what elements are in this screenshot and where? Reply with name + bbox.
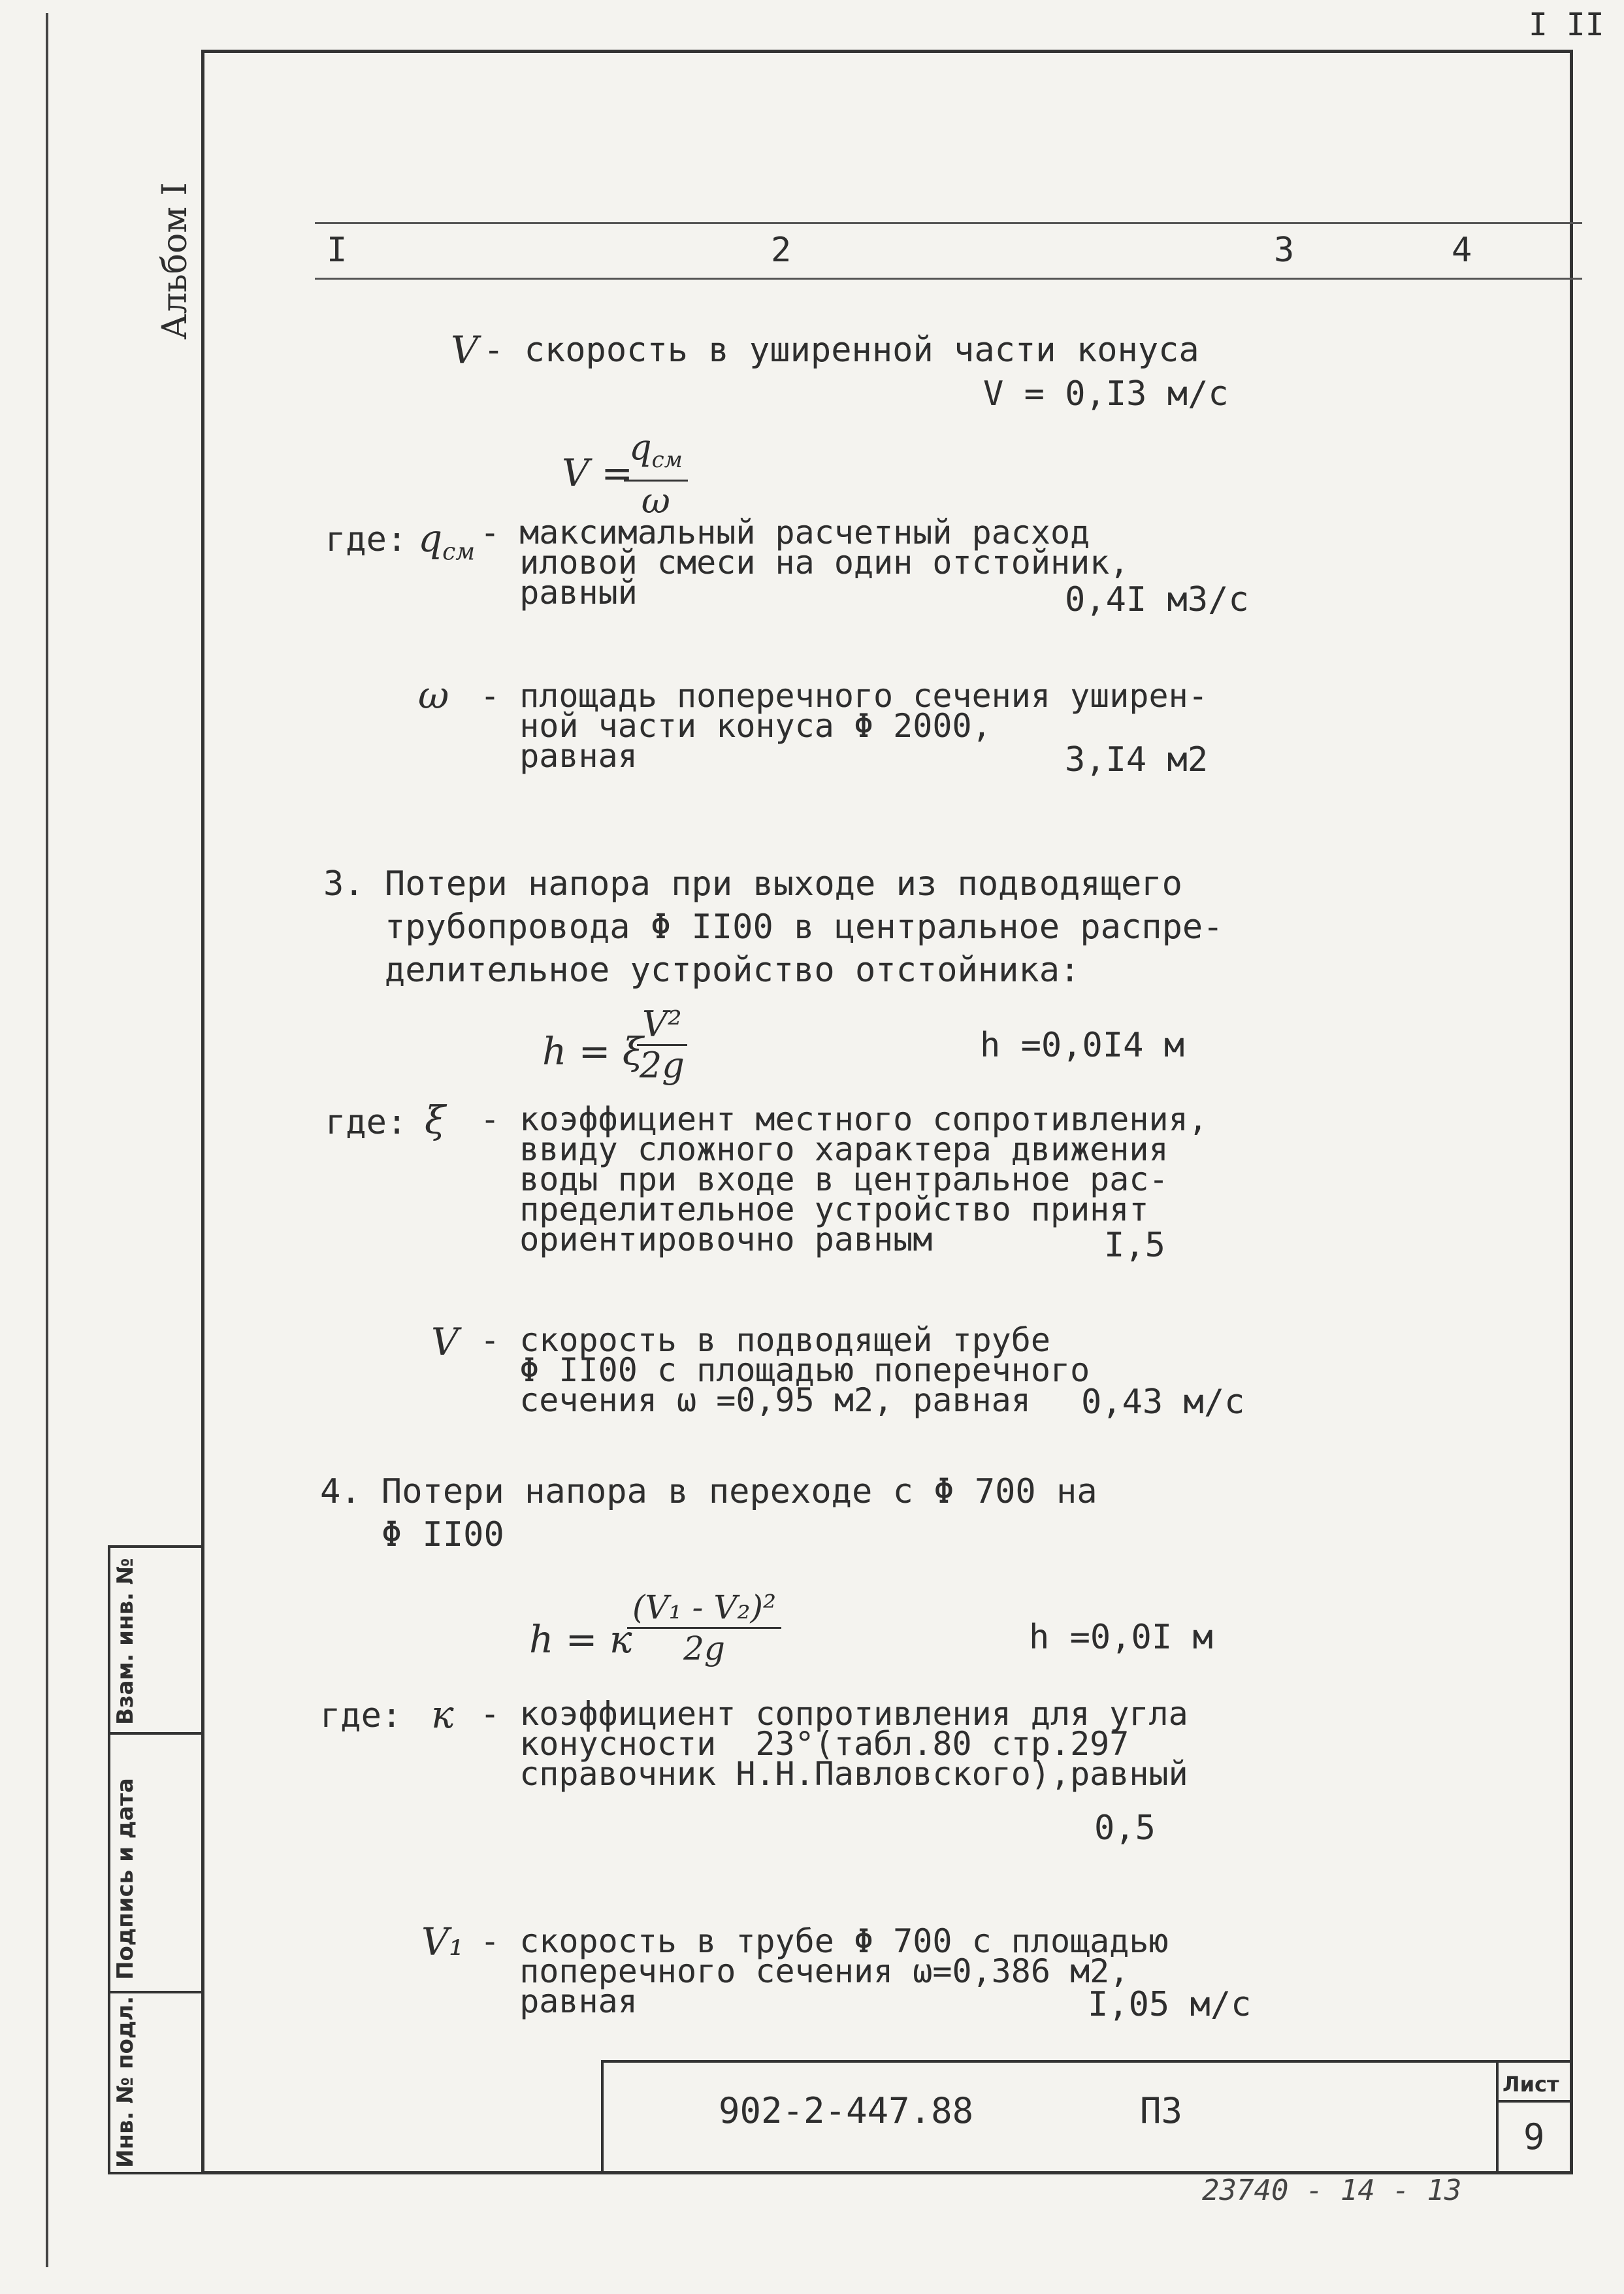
v-result: V = 0,I3 м/с bbox=[983, 374, 1229, 414]
v-formula-fraction bbox=[624, 428, 688, 521]
item-4-line-2: Φ II00 bbox=[320, 1515, 504, 1554]
k-line-2: конусности 23°(табл.80 стр.297 bbox=[480, 1725, 1129, 1763]
v1-line-3: равная bbox=[480, 1982, 638, 2020]
item-3-result: h =0,0I4 м bbox=[980, 1026, 1185, 1065]
item-3-formula-fraction bbox=[637, 1005, 687, 1085]
v1-value: I,05 м/с bbox=[1088, 1985, 1252, 2024]
item-3-line-2: трубопровода Φ II00 в центральное распре- bbox=[323, 908, 1224, 947]
side-field-label-1: Взам. инв. № bbox=[112, 1558, 138, 1725]
q-line-3: равный bbox=[480, 574, 638, 612]
album-label: Альбом I bbox=[155, 182, 195, 340]
v1-line-2: поперечного сечения ω=0,386 м2, bbox=[480, 1952, 1129, 1990]
v-formula-denominator: ω bbox=[641, 480, 670, 521]
v1-symbol: V₁ bbox=[421, 1920, 464, 1964]
item-4-formula-fraction bbox=[627, 1588, 781, 1668]
q-value: 0,4I м3/с bbox=[1065, 580, 1249, 619]
section-code: ПЗ bbox=[1140, 2090, 1183, 2131]
xi-line-4: пределительное устройство принят bbox=[480, 1190, 1149, 1228]
xi-line-3: воды при входе в центральное рас- bbox=[480, 1160, 1169, 1198]
sheet-label: Лист bbox=[1502, 2072, 1559, 2097]
v2-value: 0,43 м/с bbox=[1081, 1383, 1245, 1422]
item-4-formula-numerator: (V₁ - V₂)² bbox=[627, 1588, 781, 1629]
q-symbol-sub: см bbox=[442, 538, 476, 566]
item-3-formula-denominator: 2g bbox=[639, 1045, 685, 1086]
q-definition-text bbox=[480, 514, 1129, 612]
k-value: 0,5 bbox=[1094, 1809, 1156, 1848]
header-bottom-rule bbox=[315, 278, 1582, 280]
v-symbol: V bbox=[451, 328, 478, 372]
side-field-label-3: Инв. № подл. bbox=[112, 1995, 138, 2168]
xi-definition-text bbox=[480, 1100, 1208, 1258]
header-top-rule bbox=[315, 222, 1582, 224]
k-line-1: - коэффициент сопротивления для угла bbox=[480, 1695, 1188, 1733]
omega-symbol: ω bbox=[418, 673, 449, 717]
v1-definition-text bbox=[480, 1922, 1169, 2020]
q-symbol-letter: q bbox=[418, 516, 443, 561]
xi-value: I,5 bbox=[1104, 1226, 1165, 1265]
bottom-note: 23740 - 14 - 13 bbox=[1202, 2174, 1462, 2207]
item-4-formula-lhs: h = к bbox=[529, 1617, 632, 1662]
item-3-heading bbox=[323, 862, 1224, 992]
v2-definition-text bbox=[480, 1321, 1090, 1419]
q-prefix: где: bbox=[325, 520, 408, 559]
column-header-1: I bbox=[327, 231, 348, 270]
side-field-label-2: Подпись и дата bbox=[112, 1778, 138, 1980]
omega-line-1: - площадь поперечного сечения уширен- bbox=[480, 677, 1208, 715]
v-formula-numerator-sub: см bbox=[651, 446, 683, 473]
item-3-formula-lhs: h = ξ bbox=[542, 1029, 643, 1073]
v1-line-1: - скорость в трубе Φ 700 с площадью bbox=[480, 1922, 1169, 1960]
q-line-1: - максимальный расчетный расход bbox=[480, 514, 1090, 551]
q-symbol bbox=[418, 516, 475, 566]
v-formula-numerator: q bbox=[629, 427, 652, 468]
item-4-result: h =0,0I м bbox=[1029, 1618, 1213, 1657]
item-3-line-3: делительное устройство отстойника: bbox=[323, 951, 1080, 990]
v-definition-text: - скорость в уширенной части конуса bbox=[483, 331, 1199, 370]
item-4-formula-denominator: 2g bbox=[683, 1630, 725, 1667]
q-line-2: иловой смеси на один отстойник, bbox=[480, 544, 1129, 582]
sheet-number: 9 bbox=[1523, 2116, 1545, 2157]
top-corner-mark: I II bbox=[1529, 7, 1604, 43]
xi-prefix: где: bbox=[325, 1103, 408, 1142]
xi-line-1: - коэффициент местного сопротивления, bbox=[480, 1100, 1208, 1138]
v2-line-2: Φ II00 с площадью поперечного bbox=[480, 1351, 1090, 1389]
item-4-line-1: 4. Потери напора в переходе с Φ 700 на bbox=[320, 1472, 1097, 1511]
v2-line-3: сечения ω =0,95 м2, равная bbox=[480, 1381, 1031, 1419]
column-header-4: 4 bbox=[1452, 231, 1472, 270]
item-3-line-1: 3. Потери напора при выходе из подводящего bbox=[323, 864, 1182, 904]
document-code: 902-2-447.88 bbox=[719, 2090, 974, 2131]
k-symbol: к bbox=[431, 1692, 454, 1737]
xi-line-2: ввиду сложного характера движения bbox=[480, 1130, 1169, 1168]
xi-line-5: ориентировочно равным bbox=[480, 1221, 933, 1258]
omega-line-2: ной части конуса Φ 2000, bbox=[480, 707, 992, 745]
item-4-heading bbox=[320, 1470, 1097, 1556]
k-line-3: справочник Н.Н.Павловского),равный bbox=[480, 1755, 1188, 1793]
v2-line-1: - скорость в подводящей трубе bbox=[480, 1321, 1050, 1359]
item-3-formula-numerator: V² bbox=[637, 1005, 687, 1046]
xi-symbol: ξ bbox=[425, 1098, 446, 1142]
k-prefix: где: bbox=[320, 1696, 402, 1735]
v2-symbol: V bbox=[431, 1320, 459, 1364]
binding-margin-line bbox=[46, 13, 48, 2267]
v-formula-lhs: V = bbox=[562, 451, 633, 495]
column-header-3: 3 bbox=[1274, 231, 1295, 270]
k-definition-text bbox=[480, 1695, 1188, 1793]
column-header-2: 2 bbox=[771, 231, 792, 270]
omega-line-3: равная bbox=[480, 737, 638, 775]
omega-value: 3,I4 м2 bbox=[1065, 740, 1209, 779]
